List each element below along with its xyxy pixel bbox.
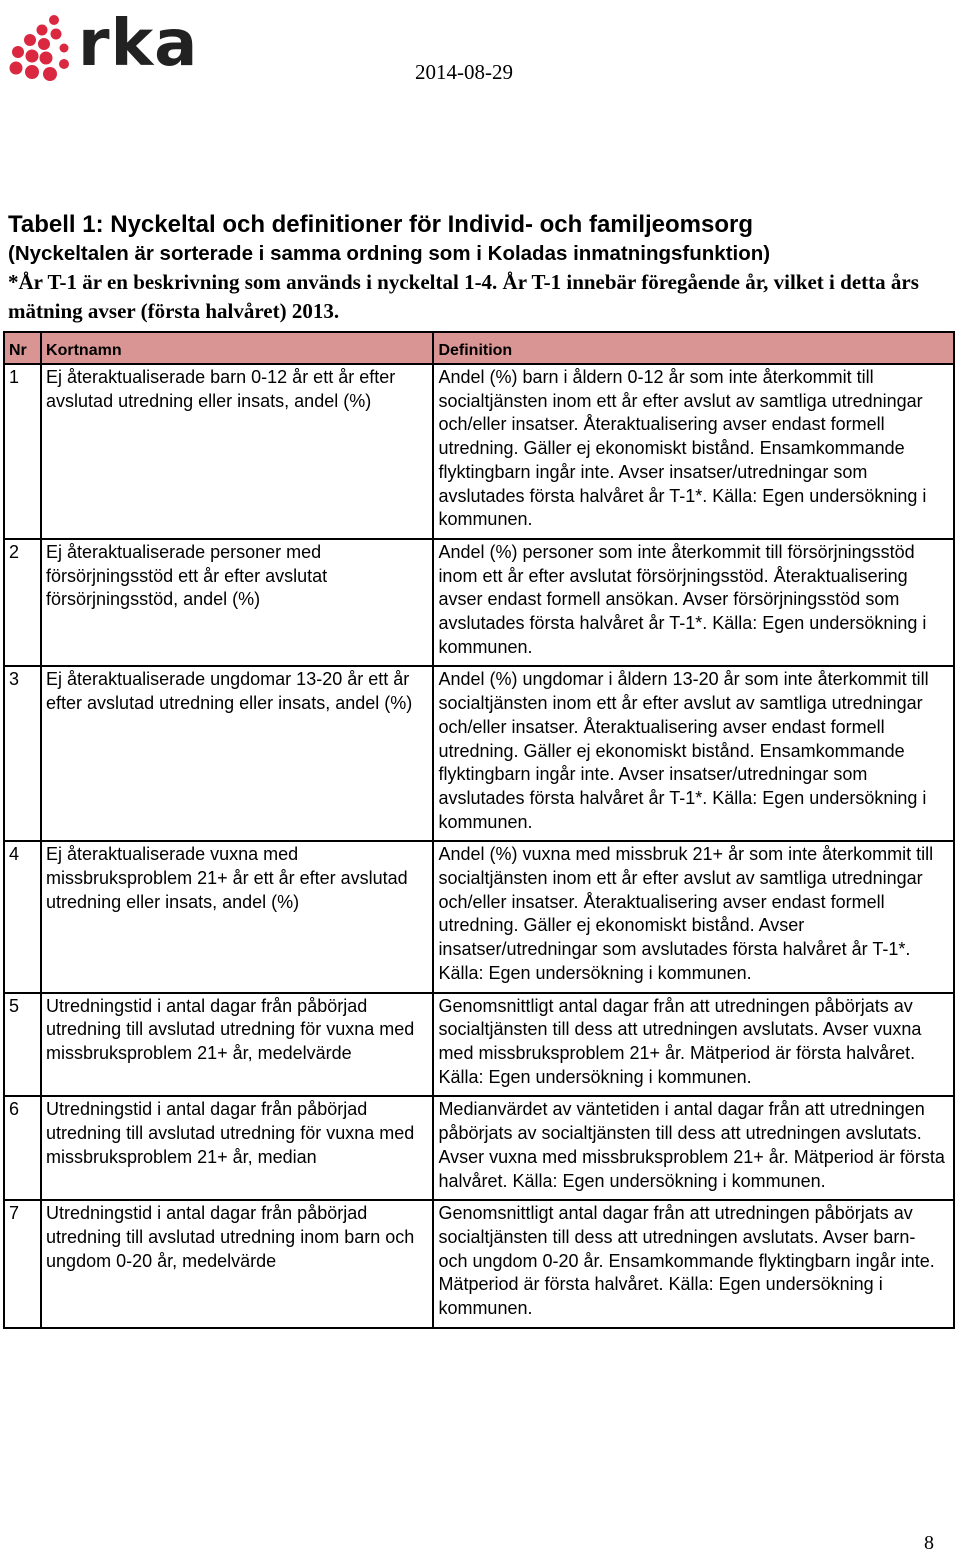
logo-dots-icon — [4, 8, 74, 88]
row-kortnamn: Utredningstid i antal dagar från påbörjad utredning till avslutad utredning för vuxna med missbruksproblem 21+ år, median — [41, 1096, 433, 1200]
row-nr: 6 — [4, 1096, 41, 1200]
row-kortnamn: Ej återaktualiserade barn 0-12 år ett år efter avslutad utredning eller insats, andel (%) — [41, 364, 433, 539]
table-row — [4, 1200, 954, 1328]
table-row — [4, 1096, 954, 1200]
table-title-block — [8, 210, 953, 326]
row-nr: 2 — [4, 539, 41, 667]
logo-text: rka — [78, 7, 199, 81]
table-row — [4, 666, 954, 841]
table-row — [4, 841, 954, 992]
row-definition: Genomsnittligt antal dagar från att utredningen påbörjats av socialtjänsten till dess att utredningen avslutats. Avser barn- och ungdom 0-20 år. Ensamkommande flyktingbarn ingår inte. Mätperiod är första halvåret. Källa: Egen undersökning i kommunen. — [433, 1200, 954, 1328]
row-kortnamn: Utredningstid i antal dagar från påbörjad utredning till avslutad utredning inom barn och ungdom 0-20 år, medelvärde — [41, 1200, 433, 1328]
table-title: Tabell 1: Nyckeltal och definitioner för Individ- och familjeomsorg — [8, 211, 754, 238]
table-subtitle: (Nyckeltalen är sorterade i samma ordning som i Koladas inmatningsfunktion) — [8, 242, 771, 265]
row-definition: Medianvärdet av väntetiden i antal dagar från att utredningen påbörjats av socialtjänsten till dess att utredningen avslutats. Avser vuxna med missbruksproblem 21+ år. Mätperiod är första halvåret. Källa: Egen undersökning i kommunen. — [433, 1096, 954, 1200]
document-date: 2014-08-29 — [415, 60, 513, 84]
row-definition: Andel (%) barn i åldern 0-12 år som inte återkommit till socialtjänsten inom ett år efter avslut av samtliga utredningar och/eller insatser. Återaktualisering avser endast formell utredning. Gäller ej ekonomiskt bistånd. Ensamkommande flyktingbarn ingår inte. Avser insatser/utredningar som avslutades första halvåret år T-1*. Källa: Egen undersökning i kommunen. — [433, 364, 954, 539]
row-kortnamn: Ej återaktualiserade vuxna med missbruksproblem 21+ år ett år efter avslutad utredning eller insats, andel (%) — [41, 841, 433, 992]
table-header-row — [4, 332, 954, 364]
table-row — [4, 539, 954, 667]
page-number: 8 — [924, 1532, 934, 1554]
row-kortnamn: Utredningstid i antal dagar från påbörjad utredning till avslutad utredning för vuxna med missbruksproblem 21+ år, medelvärde — [41, 993, 433, 1097]
row-definition: Andel (%) personer som inte återkommit till försörjningsstöd inom ett år efter avslutat försörjningsstöd. Återaktualisering avser endast formell ansökan. Avser försörjningsstöd som avslutades första halvåret år T-1*. Källa: Egen undersökning i kommunen. — [433, 539, 954, 667]
row-nr: 5 — [4, 993, 41, 1097]
row-nr: 4 — [4, 841, 41, 992]
table-row — [4, 993, 954, 1097]
row-definition: Andel (%) vuxna med missbruk 21+ år som inte återkommit till socialtjänsten inom ett år efter avslut av samtliga utredningar och/eller insatser. Återaktualisering avser endast formell utredning. Gäller ej ekonomiskt bistånd. Avser insatser/utredningar som avslutades första halvåret år T-1*. Källa: Egen undersökning i kommunen. — [433, 841, 954, 992]
header-definition: Definition — [433, 332, 954, 364]
header-nr: Nr — [4, 332, 41, 364]
row-nr: 1 — [4, 364, 41, 539]
logo — [4, 7, 199, 88]
row-nr: 3 — [4, 666, 41, 841]
header-kortnamn: Kortnamn — [41, 332, 433, 364]
row-definition: Andel (%) ungdomar i åldern 13-20 år som inte återkommit till socialtjänsten inom ett år efter avslut av samtliga utredningar och/eller insatser. Återaktualisering avser endast formell utredning. Gäller ej ekonomiskt bistånd. Ensamkommande flyktingbarn ingår inte. Avser insatser/utredningar som avslutades första halvåret år T-1*. Källa: Egen undersökning i kommunen. — [433, 666, 954, 841]
row-nr: 7 — [4, 1200, 41, 1328]
table-note: *År T-1 är en beskrivning som används i nyckeltal 1-4. År T-1 innebär föregående år, vilket i detta års mätning avser (första halvåret) 2013. — [8, 270, 919, 323]
table-row — [4, 364, 954, 539]
key-figures-table — [3, 331, 955, 1329]
row-kortnamn: Ej återaktualiserade ungdomar 13-20 år ett år efter avslutad utredning eller insats, andel (%) — [41, 666, 433, 841]
row-kortnamn: Ej återaktualiserade personer med försörjningsstöd ett år efter avslutat försörjningsstöd, andel (%) — [41, 539, 433, 667]
row-definition: Genomsnittligt antal dagar från att utredningen påbörjats av socialtjänsten till dess att utredningen avslutats. Avser vuxna med missbruksproblem 21+ år. Mätperiod är första halvåret. Källa: Egen undersökning i kommunen. — [433, 993, 954, 1097]
